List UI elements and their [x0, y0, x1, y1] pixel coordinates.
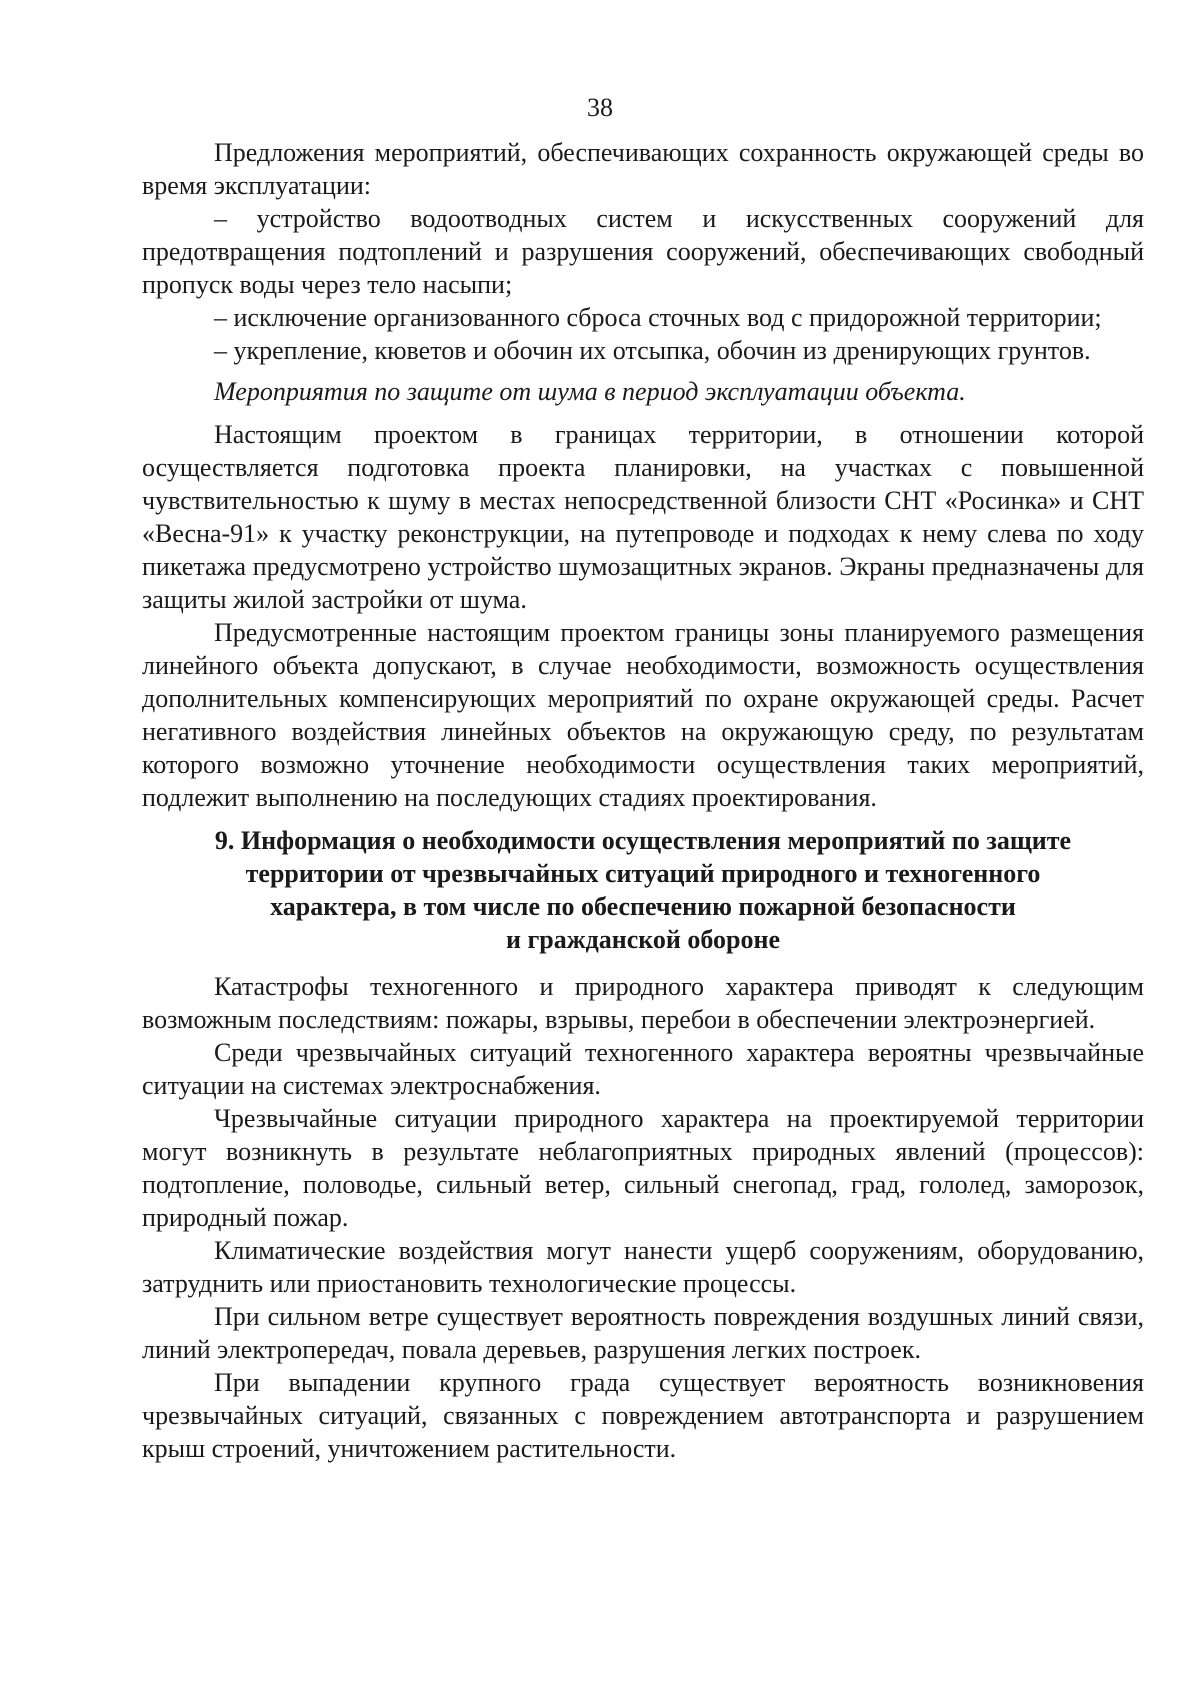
heading-line-1: 9. Информация о необходимости осуществления мероприятий по защите [214, 826, 1072, 855]
subheading-noise: Мероприятия по защите от шума в период эксплуатации объекта. [214, 377, 966, 406]
paragraph-wind: При сильном ветре существует вероятность повреждения воздушных линий связи, линий электропередач, повала деревьев, разрушения легких построек. [142, 1302, 1144, 1364]
paragraph-noise-screens: Настоящим проектом в границах территории, в отношении которой осуществляется подготовка проекта планировки, на участках с повышенной чувствительностью к шуму в местах непосредственной близости СНТ «Росинка» и СНТ «Весна-91» к участку реконструкции, на путепроводе и подходах к нему слева по ходу пикетажа предусмотрено устройство шумозащитных экранов. Экраны предназначены для защиты жилой застройки от шума. [142, 420, 1144, 614]
paragraph-climatic: Климатические воздействия могут нанести ущерб сооружениям, оборудованию, затруднить или приостановить технологические процессы. [142, 1236, 1144, 1298]
section-heading [142, 824, 1144, 956]
paragraph-technogenic: Среди чрезвычайных ситуаций техногенного характера вероятны чрезвычайные ситуации на системах электроснабжения. [142, 1038, 1144, 1100]
list-item-reinforcement: – укрепление, кюветов и обочин их отсыпка, обочин из дренирующих грунтов. [142, 334, 1144, 367]
list-item-drainage: – устройство водоотводных систем и искусственных сооружений для предотвращения подтоплений и разрушения сооружений, обеспечивающих свободный пропуск воды через тело насыпи; [142, 202, 1144, 301]
page-number: 38 [587, 93, 613, 122]
list-item-wastewater: – исключение организованного сброса сточных вод с придорожной территории; [142, 301, 1144, 334]
paragraph-hail: При выпадении крупного града существует вероятность возникновения чрезвычайных ситуаций, связанных с повреждением автотранспорта и разрушением крыш строений, уничтожением растительности. [142, 1368, 1144, 1463]
paragraph-disasters: Катастрофы техногенного и природного характера приводят к следующим возможным последствиям: пожары, взрывы, перебои в обеспечении электроэнергией. [142, 972, 1144, 1034]
heading-line-4: и гражданской обороне [505, 925, 781, 954]
paragraph-natural: Чрезвычайные ситуации природного характера на проектируемой территории могут возникнуть в результате неблагоприятных природных явлений (процессов): подтопление, половодье, сильный ветер, сильный снегопад, град, гололед, заморозок, природный пожар. [142, 1104, 1144, 1232]
paragraph-compensation: Предусмотренные настоящим проектом границы зоны планируемого размещения линейного объекта допускают, в случае необходимости, возможность осуществления дополнительных компенсирующих мероприятий по охране окружающей среды. Расчет негативного воздействия линейных объектов на окружающую среду, по результатам которого возможно уточнение необходимости осуществления таких мероприятий, подлежит выполнению на последующих стадиях проектирования. [142, 618, 1144, 812]
heading-line-2: территории от чрезвычайных ситуаций природного и техногенного [245, 859, 1041, 888]
heading-line-3: характера, в том числе по обеспечению пожарной безопасности [270, 892, 1016, 921]
paragraph-intro: Предложения мероприятий, обеспечивающих сохранность окружающей среды во время эксплуатации: [142, 138, 1144, 200]
document-body [142, 136, 1144, 1465]
